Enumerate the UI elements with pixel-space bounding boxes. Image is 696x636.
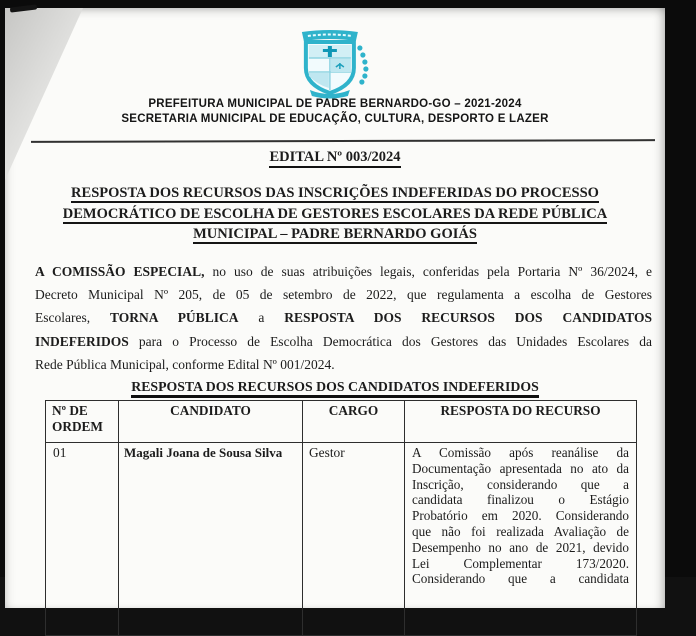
resposta-line: Desempenho no ano de 2021, devido	[412, 539, 629, 555]
recursos-table	[45, 400, 637, 636]
cell-ordem: 01	[46, 443, 119, 636]
paragraph-line: Escolares, TORNA PÚBLICA a RESPOSTA DOS RECURSOS DOS CANDIDATOS	[35, 310, 652, 326]
resposta-line: Inscrição, considerando que a	[412, 476, 629, 492]
document-title-line-1: RESPOSTA DOS RECURSOS DAS INSCRIÇÕES INDEFERIDAS DO PROCESSO	[71, 185, 599, 201]
table-header-row	[46, 401, 637, 443]
resposta-line: Considerando que a candidata	[412, 571, 629, 587]
body-paragraph	[35, 260, 652, 376]
header-ordem: Nº DE ORDEM	[46, 401, 119, 443]
resposta-line: Probatório em 2020. Considerando	[412, 508, 629, 524]
resposta-line: Documentação apresentada no ato da	[412, 460, 629, 476]
paragraph-line: Decreto Municipal Nº 205, de 05 de setembro de 2022, que regulamenta a escolha de Gestores	[35, 287, 652, 303]
header-resposta: RESPOSTA DO RECURSO	[405, 401, 637, 443]
cell-resposta	[405, 443, 637, 636]
paragraph-line: A COMISSÃO ESPECIAL, no uso de suas atribuições legais, conferidas pela Portaria Nº 36/2024, e	[35, 264, 652, 279]
document-title-line-3: MUNICIPAL – PADRE BERNARDO GOIÁS	[193, 226, 477, 242]
paragraph-line: Rede Pública Municipal, conforme Edital Nº 001/2024.	[35, 356, 335, 372]
header-cargo: CARGO	[303, 401, 405, 443]
resposta-line: que não foi realizada Avaliação de	[412, 523, 629, 539]
paragraph-line: INDEFERIDOS para o Processo de Escolha Democrática dos Gestores das Unidades Escolares da	[35, 333, 652, 349]
cell-cargo: Gestor	[303, 443, 405, 636]
table-row	[46, 443, 637, 636]
cell-candidato: Magali Joana de Sousa Silva	[119, 443, 303, 636]
document-title-line-2: DEMOCRÁTICO DE ESCOLHA DE GESTORES ESCOLARES DA REDE PÚBLICA	[62, 205, 608, 222]
letterhead-line-1: PREFEITURA MUNICIPAL DE PADRE BERNARDO-GO – 2021-2024	[148, 98, 522, 110]
scan-border-top	[0, 0, 696, 8]
resposta-line: A Comissão após reanálise da	[412, 445, 629, 460]
header-candidato: CANDIDATO	[119, 401, 303, 443]
letterhead-line-2: SECRETARIA MUNICIPAL DE EDUCAÇÃO, CULTURA, DESPORTO E LAZER	[121, 112, 549, 125]
document-title	[5, 183, 665, 245]
edital-number: EDITAL Nº 003/2024	[5, 149, 665, 166]
municipal-coat-of-arms-icon	[280, 28, 384, 107]
horizontal-rule	[31, 139, 655, 143]
document-page	[5, 8, 665, 608]
letterhead	[5, 97, 665, 126]
table-section-title: RESPOSTA DOS RECURSOS DOS CANDIDATOS INDEFERIDOS	[5, 379, 665, 395]
resposta-line: candidata finalizou o Estágio	[412, 492, 629, 508]
resposta-line: Lei Complementar 173/2020.	[412, 555, 629, 571]
